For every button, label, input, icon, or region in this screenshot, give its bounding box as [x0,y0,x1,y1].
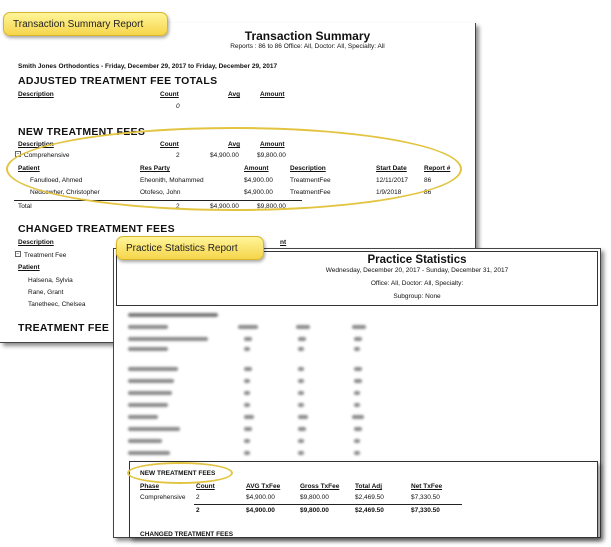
ntf-total-net: $7,330.50 [411,507,440,514]
changed-patient-1: Halsena, Sylvia [28,277,73,284]
adjusted-count-value: 0 [176,103,180,110]
adjusted-col-amount: Amount [260,91,285,98]
changed-patient-2: Rane, Grant [28,289,64,296]
changed-partial-col: nt [280,239,287,246]
ts-filter-line: Reports : 86 to 86 Office: All, Doctor: All, Specialty: All [230,43,385,50]
ps-date-line: Wednesday, December 20, 2017 - Sunday, December 31, 2017 [325,267,509,274]
blurred-row [128,401,378,409]
ntf-header-gross: Gross TxFee [300,483,340,490]
group-amount: $9,800.00 [257,152,286,159]
row1-amount: $4,900.00 [244,177,273,184]
ps-title: Practice Statistics [367,254,467,266]
ntf-header-count: Count [196,483,215,490]
ntf-row-phase: Comprehensive [140,494,186,501]
ntf-header-total-adj: Total Adj [355,483,383,490]
highlight-ellipse-new-fees [6,127,462,211]
row1-report: 86 [424,177,432,184]
row2-description: TreatmentFee [290,189,331,196]
ntf-heading: NEW TREATMENT FEES [140,470,216,477]
ntf-row-total-adj: $2,469.50 [355,494,384,501]
total-count: 2 [176,203,180,210]
row1-description: TreatmentFee [290,177,331,184]
changed-group-label: Treatment Fee [24,252,67,259]
changed-fees-heading: CHANGED TREATMENT FEES [18,223,175,235]
detail-header-patient: Patient [18,165,40,172]
adjusted-col-description: Description [18,91,54,98]
row2-report: 86 [424,189,432,196]
highlight-ellipse-ntf-heading [127,462,233,484]
ts-title: Transaction Summary [244,29,371,43]
ntf-header-net: Net TxFee [411,483,443,490]
treatment-fee-heading: TREATMENT FEE [18,322,110,334]
new-fees-col-avg: Avg [228,141,241,148]
new-fees-col-amount: Amount [260,141,285,148]
detail-header-report: Report # [424,165,451,172]
row1-patient: Fanulloed, Ahmed [30,177,83,184]
group-count: 2 [176,152,180,159]
blurred-row [128,425,378,433]
ntf-row-count: 2 [196,494,200,501]
blurred-row [128,413,378,421]
detail-header-start-date: Start Date [376,165,407,172]
ntf-footer-heading: CHANGED TREATMENT FEES [140,531,234,538]
blurred-row [128,365,378,373]
blurred-row [128,389,378,397]
ntf-total-avg: $4,900.00 [246,507,275,514]
row2-amount: $4,900.00 [244,189,273,196]
ps-filter-line: Office: All, Doctor: All, Specialty: [370,280,464,287]
ntf-total-adj: $2,469.50 [355,507,384,514]
changed-col-patient: Patient [18,264,40,271]
blurred-row [128,323,378,331]
ntf-header-phase: Phase [140,483,160,490]
row1-start-date: 12/11/2017 [376,177,409,184]
adjusted-col-avg: Avg [228,91,241,98]
row1-res-party: Eheonith, Mohammed [140,177,204,184]
total-avg: $4,900.00 [210,203,239,210]
changed-patient-3: Tanetheec, Chelsea [28,301,86,308]
blurred-row [128,311,378,319]
ts-practice-line: Smith Jones Orthodontics - Friday, December 29, 2017 to Friday, December 29, 2017 [18,63,278,70]
total-amount: $9,800.00 [257,203,286,210]
ps-subgroup-line: Subgroup: None [393,293,441,300]
detail-header-description: Description [290,165,326,172]
changed-col-description: Description [18,239,54,246]
group-comprehensive: Comprehensive [24,152,70,159]
ntf-total-gross: $9,800.00 [300,507,329,514]
blurred-row [128,437,378,445]
new-fees-heading: NEW TREATMENT FEES [18,126,146,138]
new-fees-col-count: Count [160,141,179,148]
row2-res-party: Otofeso, John [140,189,181,196]
ntf-header-avg: AVG TxFee [246,483,281,490]
divider [194,504,462,505]
collapse-toggle-comprehensive[interactable]: − [16,151,20,157]
adjusted-col-count: Count [160,91,179,98]
collapse-toggle-treatment-fee[interactable]: − [16,251,20,257]
blurred-row [128,377,378,385]
blurred-row [128,345,378,353]
ntf-row-avg: $4,900.00 [246,494,275,501]
practice-statistics-tag: Practice Statistics Report [116,236,264,260]
row2-patient: Nedcewher, Christopher [30,189,100,196]
group-avg: $4,900.00 [210,152,239,159]
ntf-row-gross: $9,800.00 [300,494,329,501]
row2-start-date: 1/9/2018 [376,189,402,196]
new-fees-col-description: Description [18,141,54,148]
ntf-total-count: 2 [196,507,200,514]
detail-header-res-party: Res Party [140,165,170,172]
total-label: Total [18,203,32,210]
transaction-summary-tag: Transaction Summary Report [3,12,168,36]
blurred-row [128,335,378,343]
blurred-row [128,449,378,457]
adjusted-heading: ADJUSTED TREATMENT FEE TOTALS [18,75,218,87]
ntf-row-net: $7,330.50 [411,494,440,501]
detail-header-amount: Amount [244,165,269,172]
